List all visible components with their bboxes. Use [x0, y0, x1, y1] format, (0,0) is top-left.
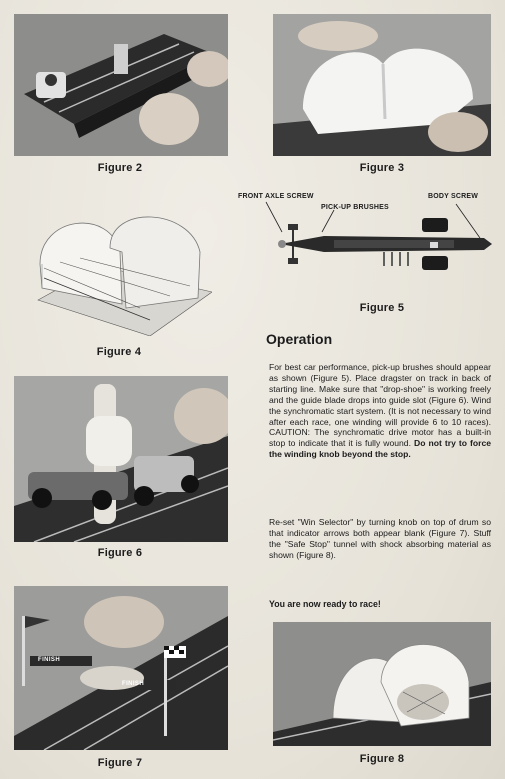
- figure-4-drawing: [30, 208, 212, 336]
- figure-7-photo: [14, 586, 228, 750]
- operation-paragraph-2: Re-set "Win Selector" by turning knob on top of drum so that indicator arrows both appear blank (Figure 7). Stuff the "Safe Stop" tunnel with shock absorbing material as shown (Figure 8).: [269, 517, 491, 560]
- figure-8-caption: Figure 8: [359, 753, 405, 765]
- operation-caution-bold: Do not try to force the winding knob beyond the stop.: [269, 438, 492, 460]
- finish-sign-left: FINISH: [38, 657, 61, 663]
- operation-paragraph-1: [269, 362, 491, 460]
- operation-heading: Operation: [266, 331, 333, 347]
- figure-4-caption: Figure 4: [96, 346, 142, 358]
- figure-7-caption: Figure 7: [97, 757, 143, 769]
- figure-2-photo: [14, 14, 228, 156]
- body-screw-label: BODY SCREW: [428, 193, 479, 200]
- figure-2-caption: Figure 2: [97, 162, 143, 174]
- ready-to-race-text: You are now ready to race!: [269, 599, 381, 609]
- finish-sign-right: FINISH: [122, 681, 145, 687]
- figure-5-caption: Figure 5: [359, 302, 405, 314]
- figure-6-caption: Figure 6: [97, 547, 143, 559]
- figure-6-photo: [14, 376, 228, 542]
- front-axle-screw-label: FRONT AXLE SCREW: [238, 193, 314, 200]
- operation-paragraph-1-text: For best car performance, pick-up brushes should appear as shown (Figure 5). Place dragster on track in back of starting line. Make sure that "drop-shoe" is working freely and the guide blade drops into guide slot (Figure 6). Wind the synchromatic start system. (It is not necessary to wind after each race, one winding will provide 6 to 10 races). CAUTION: The synchromatic drive motor has a built-in stop to indicate that it is fully wound.: [269, 362, 491, 449]
- figure-3-caption: Figure 3: [359, 162, 405, 174]
- figure-3-photo: [273, 14, 491, 156]
- pick-up-brushes-label: PICK-UP BRUSHES: [321, 204, 389, 211]
- figure-8-photo: [273, 622, 491, 746]
